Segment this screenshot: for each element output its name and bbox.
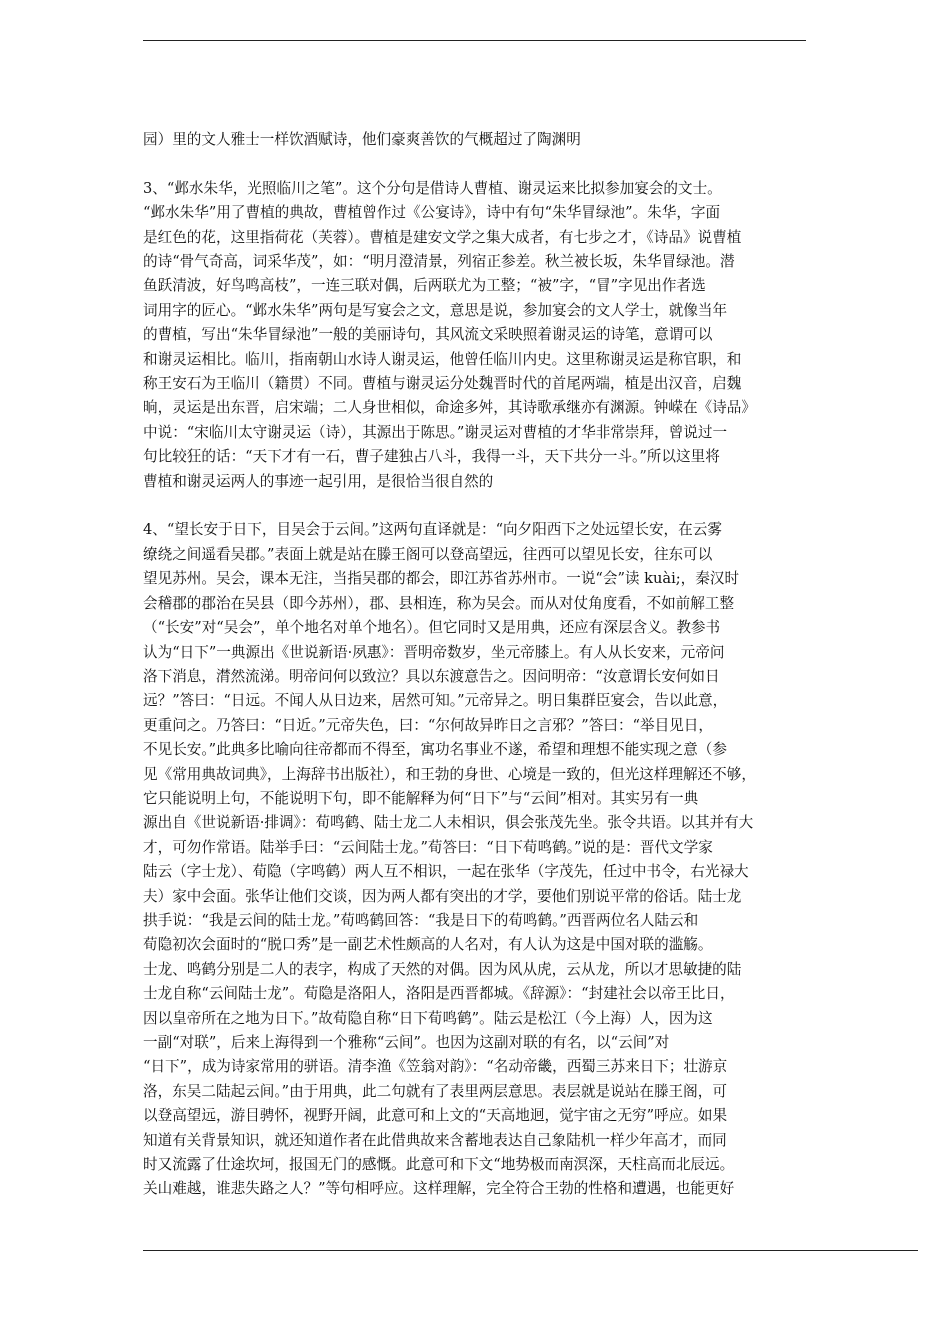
text-line: 和谢灵运相比。临川，指南朝山水诗人谢灵运，他曾任临川内史。这里称谢灵运是称官职，和 — [143, 350, 742, 368]
text-line: 不见长安。”此典多比喻向往帝都而不得至，寓功名事业不遂，希望和理想不能实现之意（参 — [143, 741, 727, 759]
footer-rule — [143, 1250, 918, 1251]
text-line: “日下”，成为诗家常用的骈语。清李渔《笠翁对韵》：“名动帝畿，西蜀三苏来日下；壮游京 — [143, 1058, 728, 1076]
text-line: 洛下消息，潸然流涕。明帝问何以致泣？具以东渡意告之。因问明帝：“汝意谓长安何如日 — [143, 667, 720, 685]
text-line: 更重问之。乃答曰：“日近。”元帝失色，曰：“尔何故异昨日之言邪？”答曰：“举目见日， — [143, 716, 713, 734]
text-line: 曹植和谢灵运两人的事迹一起引用，是很恰当很自然的 — [143, 472, 494, 490]
text-line: 是红色的花，这里指荷花（芙蓉）。曹植是建安文学之集大成者，有七步之才，《诗品》说曹植 — [143, 228, 742, 246]
header-rule — [143, 40, 806, 41]
text-line: 词用字的匠心。“邺水朱华”两句是写宴会之文，意思是说，参加宴会的文人学士，就像当年 — [143, 301, 728, 319]
paragraph — [143, 518, 807, 1201]
text-line: 远？”答曰：“日远。不闻人从日边来，居然可知。”元帝异之。明日集群臣宴会，告以此意， — [143, 692, 728, 710]
text-line: 一副“对联”，后来上海得到一个雅称“云间”。也因为这副对联的有名，以“云间”对 — [143, 1034, 670, 1051]
text-line: 望见苏州。吴会，课本无注，当指吴郡的都会，即江苏省苏州市。一说“会”读 kuài;，秦汉时 — [143, 570, 740, 588]
text-line: 士龙、鸣鹤分别是二人的表字，构成了天然的对偶。因为风从虎，云从龙，所以才思敏捷的陆 — [143, 960, 742, 978]
text-line: 知道有关背景知识，就还知道作者在此借典故来含蓄地表达自己象陆机一样少年高才，而同 — [143, 1131, 727, 1149]
text-line: 关山难越，谁悲失路之人？”等句相呼应。这样理解，完全符合王勃的性格和遭遇，也能更好 — [143, 1180, 735, 1198]
text-line: 因以皇帝所在之地为日下。”故荀隐自称“日下荀鸣鹤”。陆云是松江（今上海）人，因为这 — [143, 1009, 713, 1027]
text-line: 晌，灵运是出东晋，启宋端；二人身世相似，命途多舛，其诗歌承继亦有渊源。钟嵘在《诗品》 — [143, 399, 756, 417]
text-line: 中说：“宋临川太守谢灵运（诗），其源出于陈思。”谢灵运对曹植的才华非常崇拜，曾说过一 — [143, 423, 728, 441]
text-line: 它只能说明上句，不能说明下句，即不能解释为何“日下”与“云间”相对。其实另有一典 — [143, 789, 699, 807]
text-line: 见《常用典故词典》，上海辞书出版社），和王勃的身世、心境是一致的，但光这样理解还不够， — [143, 765, 756, 783]
text-line: 洛，东吴二陆起云间。”由于用典，此二句就有了表里两层意思。表层就是说站在滕王阁，可 — [143, 1082, 727, 1100]
text-line: 荀隐初次会面时的“脱口秀”是一副艺术性颇高的人名对，有人认为这是中国对联的滥觞。 — [143, 936, 713, 954]
text-line: 士龙自称“云间陆士龙”。荀隐是洛阳人，洛阳是西晋都城。《辞源》：“封建社会以帝王比日， — [143, 985, 735, 1003]
text-line: 3、“邺水朱华，光照临川之笔”。这个分句是借诗人曹植、谢灵运来比拟参加宴会的文士。 — [143, 179, 722, 197]
text-line: “邺水朱华”用了曹植的典故，曹植曾作过《公宴诗》，诗中有句“朱华冒绿池”。朱华，字面 — [143, 204, 721, 222]
text-line: 园）里的文人雅士一样饮酒赋诗，他们豪爽善饮的气概超过了陶渊明 — [143, 131, 581, 148]
text-line: 夫）家中会面。张华让他们交谈，因为两人都有突出的才学，要他们别说平常的俗话。陆士龙 — [143, 887, 742, 905]
text-line: 才，可勿作常语。陆举手曰：“云间陆士龙。”荀答曰：“日下荀鸣鹤。”说的是：晋代文学家 — [143, 838, 713, 856]
text-line: 源出自《世说新语·排调》：荀鸣鹤、陆士龙二人未相识，俱会张茂先坐。张令共语。以其并有大 — [143, 814, 754, 832]
text-line: 的诗“骨气奇高，词采华茂”，如：“明月澄清景，列宿正参差。秋兰被长坂，朱华冒绿池。潜 — [143, 253, 735, 271]
document-body — [143, 128, 807, 1202]
text-line: 陆云（字士龙）、荀隐（字鸣鹤）两人互不相识，一起在张华（字茂先，任过中书令，右光禄大 — [143, 863, 749, 881]
text-line: 认为“日下”一典源出《世说新语·夙惠》：晋明帝数岁，坐元帝膝上。有人从长安来，元帝问 — [143, 643, 725, 661]
text-line: 称王安石为王临川（籍贯）不同。曹植与谢灵运分处魏晋时代的首尾两端，植是出汉音，启魏 — [143, 375, 742, 393]
text-line: 的曹植，写出“朱华冒绿池”一般的美丽诗句，其风流文采映照着谢灵运的诗笔，意谓可以 — [143, 326, 713, 344]
text-line: （“长安”对“吴会”，单个地名对单个地名）。但它同时又是用典，还应有深层含义。教参书 — [143, 619, 721, 637]
text-line: 缭绕之间遥看吴郡。”表面上就是站在滕王阁可以登高望远，往西可以望见长安，往东可以 — [143, 545, 713, 563]
text-line: 句比较狂的话：“天下才有一石，曹子建独占八斗，我得一斗，天下共分一斗。”所以这里将 — [143, 448, 720, 466]
paragraph — [143, 128, 807, 152]
text-line: 4、“望长安于日下，目吴会于云间。”这两句直译就是：“向夕阳西下之处远望长安，在云雾 — [143, 521, 722, 539]
paragraph — [143, 177, 807, 494]
text-line: 以登高望远，游目骋怀，视野开阔，此意可和上文的“天高地迥，觉宇宙之无穷”呼应。如果 — [143, 1107, 728, 1125]
text-line: 拱手说：“我是云间的陆士龙。”荀鸣鹤回答：“我是日下的荀鸣鹤。”西晋两位名人陆云和 — [143, 911, 699, 929]
paragraph-gap — [143, 494, 807, 518]
text-line: 时又流露了仕途坎坷，报国无门的感慨。此意可和下文“地势极而南溟深，天柱高而北辰远。 — [143, 1156, 735, 1174]
paragraph-gap — [143, 152, 807, 176]
text-line: 会稽郡的郡治在吴县（即今苏州），郡、县相连，称为吴会。而从对仗角度看，不如前解工整 — [143, 594, 735, 612]
text-line: 鱼跃清波，好鸟鸣高枝”，一连三联对偶，后两联尤为工整；“被”字，“冒”字见出作者选 — [143, 277, 706, 295]
